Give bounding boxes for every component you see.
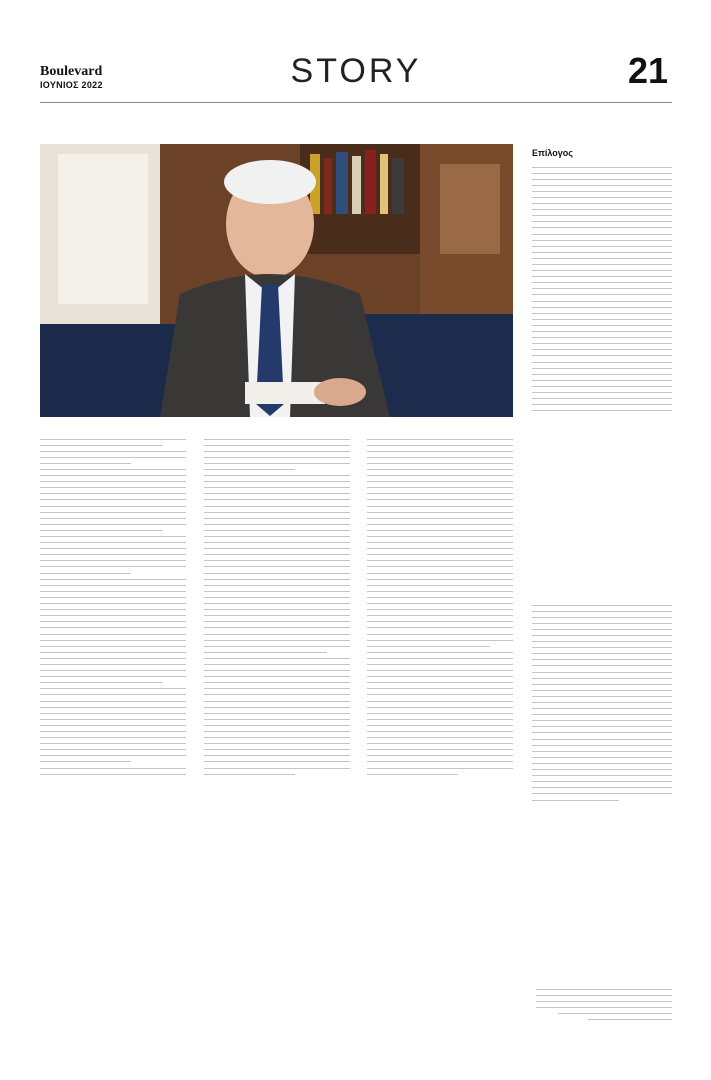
magazine-brand: Boulevard bbox=[40, 64, 103, 79]
sidebar-heading: Επίλογος bbox=[532, 148, 573, 158]
article-column-2 bbox=[204, 434, 350, 1054]
issue-date: ΙΟΥΝΙΟΣ 2022 bbox=[40, 80, 103, 90]
portrait-photo bbox=[40, 144, 513, 417]
sidebar-column-continued bbox=[532, 600, 672, 970]
article-column-1 bbox=[40, 434, 186, 1054]
page-header bbox=[40, 50, 672, 106]
portrait-illustration bbox=[40, 144, 513, 417]
page-number: 21 bbox=[627, 50, 668, 91]
sidebar-column bbox=[532, 162, 672, 602]
header-rule bbox=[40, 102, 672, 103]
article-column-3 bbox=[367, 434, 513, 1054]
author-footnote bbox=[536, 984, 672, 1025]
section-title: STORY bbox=[290, 52, 422, 90]
